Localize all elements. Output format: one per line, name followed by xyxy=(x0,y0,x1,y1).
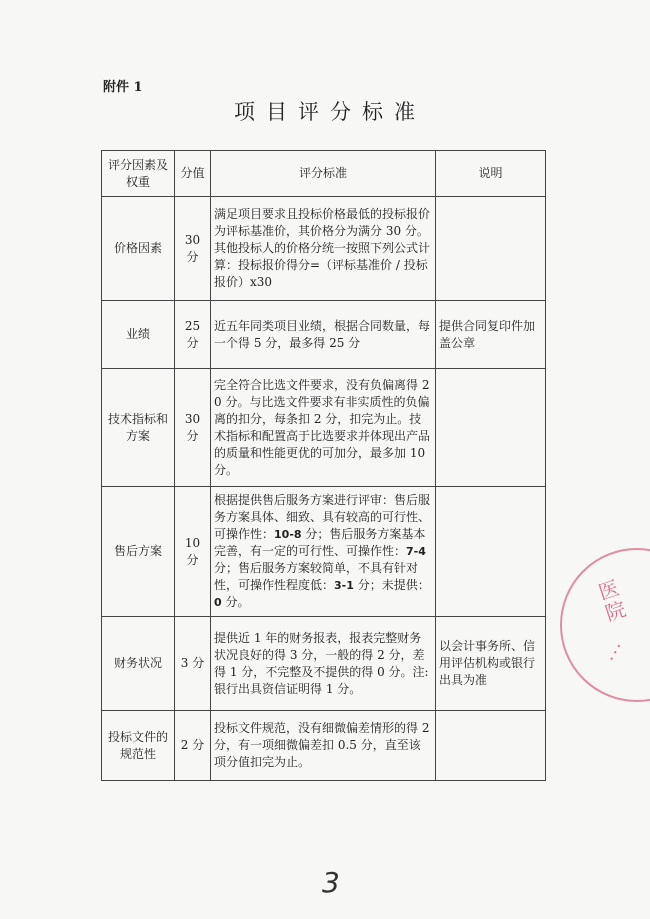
criteria-c-unit: 分； xyxy=(353,578,382,592)
table-row xyxy=(102,487,546,617)
criteria-b: 售后服务方案基本完善，有一定的可行性、可操作性： xyxy=(214,527,426,558)
row-factor: 财务状况 xyxy=(102,617,175,711)
official-seal xyxy=(560,548,650,702)
row-criteria: 投标文件规范，没有细微偏差情形的得 2 分，有一项细微偏差扣 0.5 分，直至该项分值扣完为止。 xyxy=(211,711,436,781)
row-score: 2 分 xyxy=(175,711,211,781)
table-row xyxy=(102,301,546,369)
criteria-b-unit: 分； xyxy=(214,561,239,575)
row-factor: 业绩 xyxy=(102,301,175,369)
row-score: 10 分 xyxy=(175,487,211,617)
attachment-label: 附件 1 xyxy=(103,80,143,95)
criteria-intro: 根据提供售后服务方案进行评审： xyxy=(214,493,395,507)
criteria-c: 售后服务方案较简单，不具有针对性，可操作性程度低： xyxy=(214,561,419,592)
header-criteria: 评分标准 xyxy=(211,151,436,197)
row-criteria: 提供近 1 年的财务报表，报表完整财务状况良好的得 3 分，一般的得 2 分，差得 1 分，不完整及不提供的得 0 分。注:银行出具资信证明得 1 分。 xyxy=(211,617,436,711)
row-criteria: 满足项目要求且投标价格最低的投标报价为评标基准价，其价格分为满分 30 分。其他投标人的价格分统一按照下列公式计算：投标报价得分=（评标基准价 / 投标报价）x30 xyxy=(211,197,436,301)
row-note xyxy=(436,711,546,781)
row-score: 3 分 xyxy=(175,617,211,711)
criteria-d: 未提供： xyxy=(381,578,430,592)
criteria-a: 售后服务方案具体、细致、具有较高的可行性、可操作性： xyxy=(214,493,431,541)
criteria-a-unit: 分； xyxy=(301,527,330,541)
page-title: 项目评分标准 xyxy=(234,100,426,124)
row-note xyxy=(436,369,546,487)
criteria-b-score: 7-4 xyxy=(406,545,426,558)
criteria-a-score: 10-8 xyxy=(274,528,302,541)
header-note: 说明 xyxy=(436,151,546,197)
criteria-c-score: 3-1 xyxy=(334,579,354,592)
row-note: 提供合同复印件加盖公章 xyxy=(436,301,546,369)
criteria-d-score: 0 xyxy=(214,596,222,609)
table-header-row xyxy=(102,151,546,197)
page-number: 3 xyxy=(322,866,340,899)
seal-text: 医院 xyxy=(595,575,629,626)
row-note xyxy=(436,487,546,617)
row-factor: 价格因素 xyxy=(102,197,175,301)
table-row xyxy=(102,369,546,487)
criteria-d-unit: 分。 xyxy=(221,595,250,609)
row-criteria: 完全符合比选文件要求，没有负偏离得 20 分。与比选文件要求有非实质性的负偏离的扣分，每条扣 2 分，扣完为止。技术指标和配置高于比选要求并体现出产品的质量和性能更优的可加分，最多加 10 分。 xyxy=(211,369,436,487)
table-row xyxy=(102,617,546,711)
row-note xyxy=(436,197,546,301)
seal-fine-print: • • • xyxy=(606,641,625,664)
row-score: 30 分 xyxy=(175,369,211,487)
row-score: 30 分 xyxy=(175,197,211,301)
scoring-table xyxy=(101,150,546,781)
row-criteria xyxy=(211,487,436,617)
row-criteria: 近五年同类项目业绩，根据合同数量，每一个得 5 分，最多得 25 分 xyxy=(211,301,436,369)
row-factor: 售后方案 xyxy=(102,487,175,617)
row-score: 25 分 xyxy=(175,301,211,369)
table-row xyxy=(102,197,546,301)
header-factor: 评分因素及权重 xyxy=(102,151,175,197)
row-note: 以会计事务所、信用评估机构或银行出具为准 xyxy=(436,617,546,711)
header-score: 分值 xyxy=(175,151,211,197)
row-factor: 投标文件的规范性 xyxy=(102,711,175,781)
row-factor: 技术指标和方案 xyxy=(102,369,175,487)
table-row xyxy=(102,711,546,781)
